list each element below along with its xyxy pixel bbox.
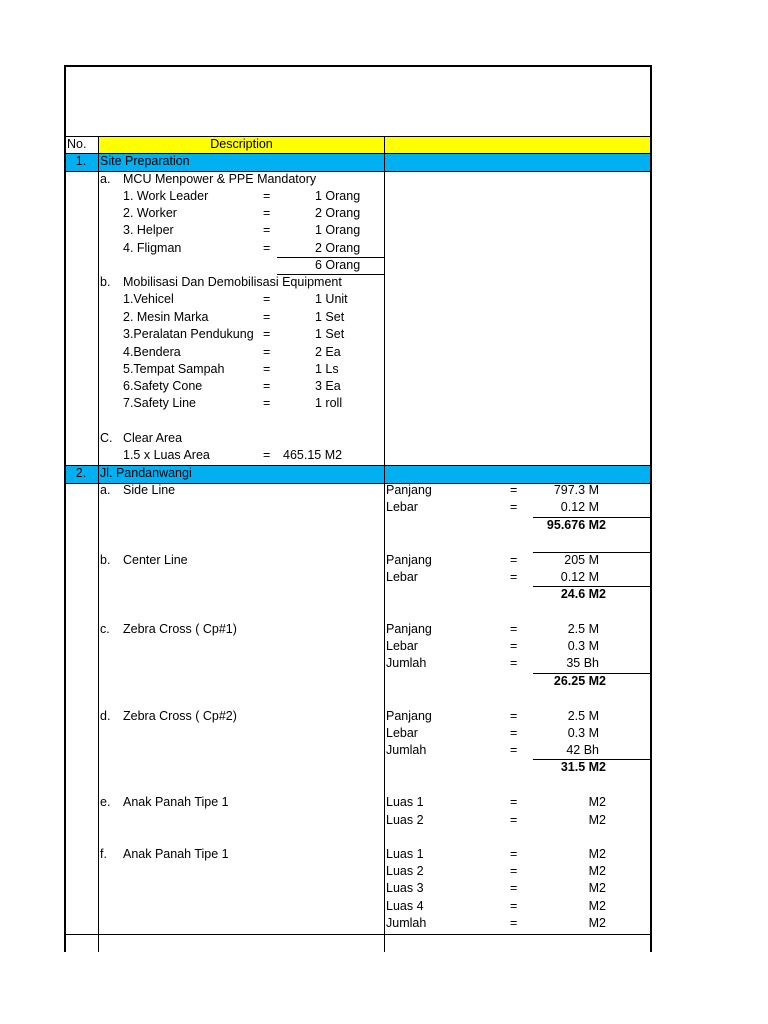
section-2-title: Jl. Pandanwangi — [100, 466, 192, 480]
equals-sign: = — [510, 622, 518, 636]
item-title: Side Line — [123, 483, 176, 497]
item-letter: c. — [100, 622, 110, 636]
item-letter: b. — [100, 275, 111, 289]
list-item-name: 3.Peralatan Pendukung — [123, 327, 254, 341]
measure-value: M2 — [588, 795, 606, 809]
measure-label: Luas 1 — [386, 795, 424, 809]
measure-label: Lebar — [386, 500, 418, 514]
list-item-qty: 1 Orang — [315, 223, 361, 237]
list-item-qty: 2 Orang — [315, 241, 361, 255]
list-item-name: 3. Helper — [123, 223, 174, 237]
equals-sign: = — [510, 483, 518, 497]
equals-sign: = — [263, 327, 271, 341]
measure-value: 42 Bh — [566, 743, 599, 757]
item-title: Zebra Cross ( Cp#2) — [123, 709, 237, 723]
header-description: Description — [210, 137, 273, 151]
measure-value: 2.5 M — [567, 709, 599, 723]
list-item-name: 1. Work Leader — [123, 189, 209, 203]
formula-label: 1.5 x Luas Area — [123, 448, 210, 462]
equals-sign: = — [263, 310, 271, 324]
list-item-qty: 1 Set — [315, 310, 345, 324]
equals-sign: = — [510, 553, 518, 567]
spreadsheet — [64, 65, 652, 952]
equals-sign: = — [510, 864, 518, 878]
section-1-no: 1. — [75, 154, 87, 168]
list-item-name: 6.Safety Cone — [123, 379, 203, 393]
area-total: 26.25 M2 — [553, 674, 606, 688]
measure-value: M2 — [588, 881, 606, 895]
list-item-qty: 1 Ls — [315, 362, 339, 376]
subtotal-qty: 6 Orang — [315, 258, 361, 272]
list-item-qty: 1 Unit — [315, 292, 348, 306]
equals-sign: = — [510, 795, 518, 809]
item-letter: a. — [100, 172, 111, 186]
measure-value: 2.5 M — [567, 622, 599, 636]
measure-label: Jumlah — [386, 656, 427, 670]
equals-sign: = — [263, 206, 271, 220]
measure-value: M2 — [588, 813, 606, 827]
equals-sign: = — [263, 189, 271, 203]
equals-sign: = — [263, 362, 271, 376]
list-item-qty: 2 Orang — [315, 206, 361, 220]
border-right — [650, 65, 652, 952]
measure-label: Luas 1 — [386, 847, 424, 861]
list-item-qty: 1 roll — [315, 396, 343, 410]
measure-value: 797.3 M — [553, 483, 599, 497]
border-top — [64, 65, 652, 67]
item-letter: a. — [100, 483, 111, 497]
equals-sign: = — [510, 743, 518, 757]
section-1-title: Site Preparation — [100, 154, 190, 168]
measure-value: 205 M — [564, 553, 599, 567]
measure-label: Luas 2 — [386, 864, 424, 878]
border-left — [64, 65, 66, 952]
item-letter: f. — [100, 847, 107, 861]
grid-v-desc — [384, 136, 385, 952]
equals-sign: = — [510, 570, 518, 584]
equals-sign: = — [510, 881, 518, 895]
equals-sign: = — [263, 241, 271, 255]
list-item-qty: 2 Ea — [315, 345, 341, 359]
equals-sign: = — [510, 847, 518, 861]
equals-sign: = — [263, 292, 271, 306]
list-item-name: 4.Bendera — [123, 345, 181, 359]
measure-label: Lebar — [386, 639, 418, 653]
equals-sign: = — [510, 916, 518, 930]
area-total: 24.6 M2 — [560, 587, 606, 601]
measure-label: Panjang — [386, 622, 432, 636]
grid-v-no — [98, 136, 99, 952]
grid-h-bottom — [64, 934, 652, 935]
equals-sign: = — [510, 639, 518, 653]
measure-label: Lebar — [386, 570, 418, 584]
measure-label: Jumlah — [386, 916, 427, 930]
equals-sign: = — [510, 813, 518, 827]
equals-sign: = — [263, 345, 271, 359]
measure-value: M2 — [588, 916, 606, 930]
area-total: 31.5 M2 — [560, 760, 606, 774]
item-title: Clear Area — [123, 431, 183, 445]
list-item-name: 4. Fligman — [123, 241, 182, 255]
item-letter: d. — [100, 709, 111, 723]
equals-sign: = — [510, 726, 518, 740]
item-letter: e. — [100, 795, 111, 809]
item-letter: b. — [100, 553, 111, 567]
equals-sign: = — [510, 500, 518, 514]
item-letter: C. — [100, 431, 113, 445]
measure-label: Panjang — [386, 553, 432, 567]
measure-label: Lebar — [386, 726, 418, 740]
list-item-name: 2. Mesin Marka — [123, 310, 209, 324]
item-title: Center Line — [123, 553, 188, 567]
measure-value: 0.12 M — [560, 500, 599, 514]
area-total: 95.676 M2 — [546, 518, 606, 532]
measure-value: 35 Bh — [566, 656, 599, 670]
measure-label: Luas 3 — [386, 881, 424, 895]
header-no: No. — [67, 137, 87, 151]
measure-value: 0.12 M — [560, 570, 599, 584]
list-item-name: 1.Vehicel — [123, 292, 174, 306]
measure-value: 0.3 M — [567, 726, 599, 740]
item-title: Mobilisasi Dan Demobilisasi Equipment — [123, 275, 342, 289]
equals-sign: = — [510, 656, 518, 670]
clear-area-value: 465.15 M2 — [283, 448, 343, 462]
measure-label: Panjang — [386, 483, 432, 497]
measure-label: Jumlah — [386, 743, 427, 757]
measure-value: M2 — [588, 899, 606, 913]
item-title: Anak Panah Tipe 1 — [123, 795, 229, 809]
section-2-no: 2. — [75, 466, 87, 480]
equals-sign: = — [263, 396, 271, 410]
equals-sign: = — [510, 709, 518, 723]
list-item-qty: 3 Ea — [315, 379, 341, 393]
measure-value: 0.3 M — [567, 639, 599, 653]
list-item-name: 2. Worker — [123, 206, 177, 220]
list-item-name: 7.Safety Line — [123, 396, 196, 410]
equals-sign: = — [510, 899, 518, 913]
measure-label: Luas 4 — [386, 899, 424, 913]
item-title: Zebra Cross ( Cp#1) — [123, 622, 237, 636]
measure-label: Luas 2 — [386, 813, 424, 827]
equals-sign: = — [263, 379, 271, 393]
item-title: Anak Panah Tipe 1 — [123, 847, 229, 861]
equals-sign: = — [263, 223, 271, 237]
list-item-name: 5.Tempat Sampah — [123, 362, 225, 376]
measure-label: Panjang — [386, 709, 432, 723]
list-item-qty: 1 Orang — [315, 189, 361, 203]
equals-sign: = — [263, 448, 271, 462]
measure-value: M2 — [588, 847, 606, 861]
item-title: MCU Menpower & PPE Mandatory — [123, 172, 317, 186]
list-item-qty: 1 Set — [315, 327, 345, 341]
measure-value: M2 — [588, 864, 606, 878]
